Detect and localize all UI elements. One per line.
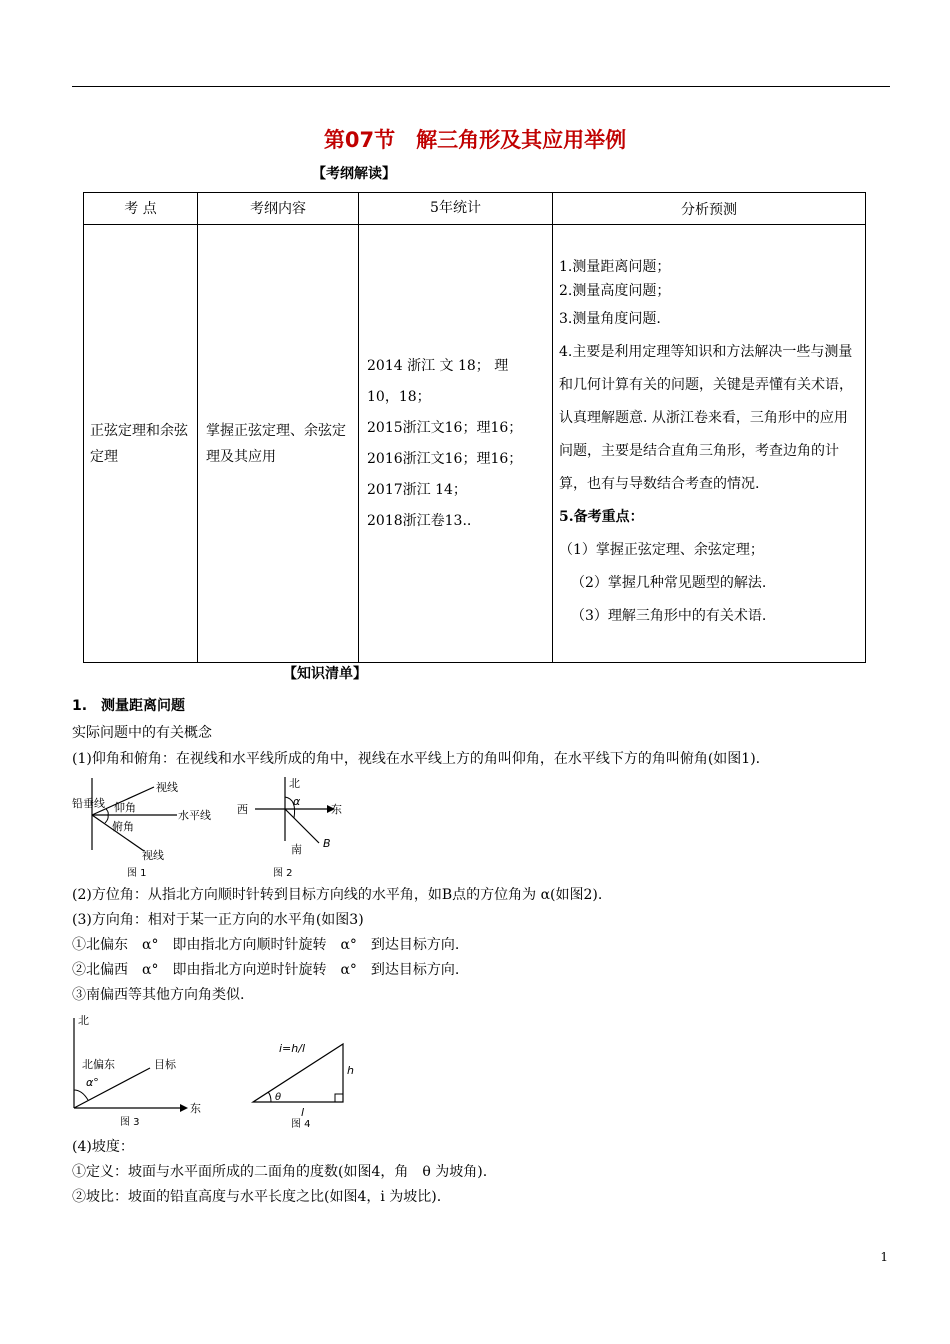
header-neirong: 考纲内容 [198,193,359,225]
tongji-line: 2017浙江 14； [367,481,467,498]
cell-neirong: 掌握正弦定理、余弦定理及其应用 [198,225,359,663]
fig1-elev-label: 仰角 [114,801,136,814]
table-header-row [84,193,866,225]
fig1-sight-label: 视线 [156,781,178,794]
yuce-line: 1.测量距离问题； [559,258,671,275]
header-yuce: 分析预测 [553,193,866,225]
fig2-east: 东 [331,803,342,816]
page-number: 1 [880,1250,888,1264]
fig2-south: 南 [291,843,302,856]
fig2-west: 西 [237,803,248,816]
section-heading: 1. 测量距离问题 [72,698,186,714]
header-kaodian: 考 点 [84,193,198,225]
fig4-h: h [347,1064,354,1077]
text-line: (1)仰角和俯角：在视线和水平线所成的角中，视线在水平线上方的角叫仰角，在水平线下方的角叫俯角(如图1). [72,751,761,767]
fig4-theta: θ [275,1092,282,1103]
yuce-line: （2）掌握几种常见题型的解法. [571,574,767,591]
direction-line [285,809,319,843]
figure-4 [245,1030,365,1130]
tongji-line: 2014 浙江 文 18； 理 10，18； [367,357,509,405]
cell-tongji [359,225,553,663]
cell-yuce [553,225,866,663]
east-arrow [180,1104,188,1112]
fig4-l: l [301,1106,305,1119]
yuce-line: 5.备考重点： [559,508,644,525]
text-line: (4)坡度： [72,1139,134,1155]
fig2-b: B [323,837,331,850]
fig3-north: 北 [78,1014,89,1027]
fig1-horiz-label: 水平线 [178,809,211,822]
yuce-line: 4.主要是利用定理等知识和方法解决一些与测量和几何计算有关的问题，关键是弄懂有关术语，认真理解题意. 从浙江卷来看，三角形中的应用问题，主要是结合直角三角形，考查边角的计算，也有与导数结合考查的情况. [559,343,853,492]
exam-label: 【考纲解读】 [312,166,396,182]
tongji-line: 2016浙江文16；理16； [367,450,523,467]
yuce-line: （3）理解三角形中的有关术语. [571,607,767,624]
fig1-caption: 图 1 [127,868,147,879]
elev-arc [106,809,108,815]
fig3-target: 目标 [154,1058,176,1071]
fig2-alpha: α [293,795,301,808]
text-line: (2)方位角：从指北方向顺时针转到目标方向线的水平角，如B点的方位角为 α(如图2). [72,887,603,903]
text-line: 实际问题中的有关概念 [72,725,212,741]
fig1-dep-label: 俯角 [112,820,134,833]
text-line: ②坡比：坡面的铅直高度与水平长度之比(如图4，i 为坡比). [72,1189,442,1205]
fig3-nbe: 北偏东 [82,1058,115,1071]
cell-kaodian: 正弦定理和余弦定理 [84,225,198,663]
text-line: ①定义：坡面与水平面所成的二面角的度数(如图4，角 θ 为坡角). [72,1164,488,1180]
fig2-caption: 图 2 [273,868,293,879]
text-line: ②北偏西 α° 即由指北方向逆时针旋转 α° 到达目标方向. [72,962,460,978]
page-title: 第07节 解三角形及其应用举例 [323,128,627,152]
tongji-line: 2018浙江卷13.. [367,512,472,529]
fig4-caption: 图 4 [291,1119,311,1130]
tongji-line: 2015浙江文16；理16； [367,419,523,436]
dep-arc [105,815,108,823]
fig3-alpha: α° [86,1076,99,1089]
knowledge-label: 【知识清单】 [283,666,367,682]
yuce-line: （1）掌握正弦定理、余弦定理； [559,541,764,558]
figure-3 [68,1010,208,1130]
fig4-ratio: i=h/l [279,1042,306,1055]
text-line: ③南偏西等其他方向角类似. [72,987,245,1003]
yuce-line: 3.测量角度问题. [559,310,661,327]
table-row [84,225,866,663]
right-angle-mark [335,1094,343,1102]
header-rule [72,86,890,87]
yuce-line: 2.测量高度问题； [559,282,671,299]
figure-1 [72,775,232,880]
alpha-arc [74,1090,88,1100]
fig3-caption: 图 3 [120,1117,140,1128]
fig1-sight2-label: 视线 [142,849,164,862]
text-line: (3)方向角：相对于某一正方向的水平角(如图3) [72,912,364,928]
fig3-east: 东 [190,1102,201,1115]
text-line: ①北偏东 α° 即由指北方向顺时针旋转 α° 到达目标方向. [72,937,460,953]
exam-table [83,192,866,663]
figure-2 [235,775,350,880]
fig1-vline-label: 铅垂线 [72,797,105,810]
header-tongji: 5年统计 [359,193,553,225]
fig2-north: 北 [289,777,300,790]
theta-arc [268,1092,271,1102]
